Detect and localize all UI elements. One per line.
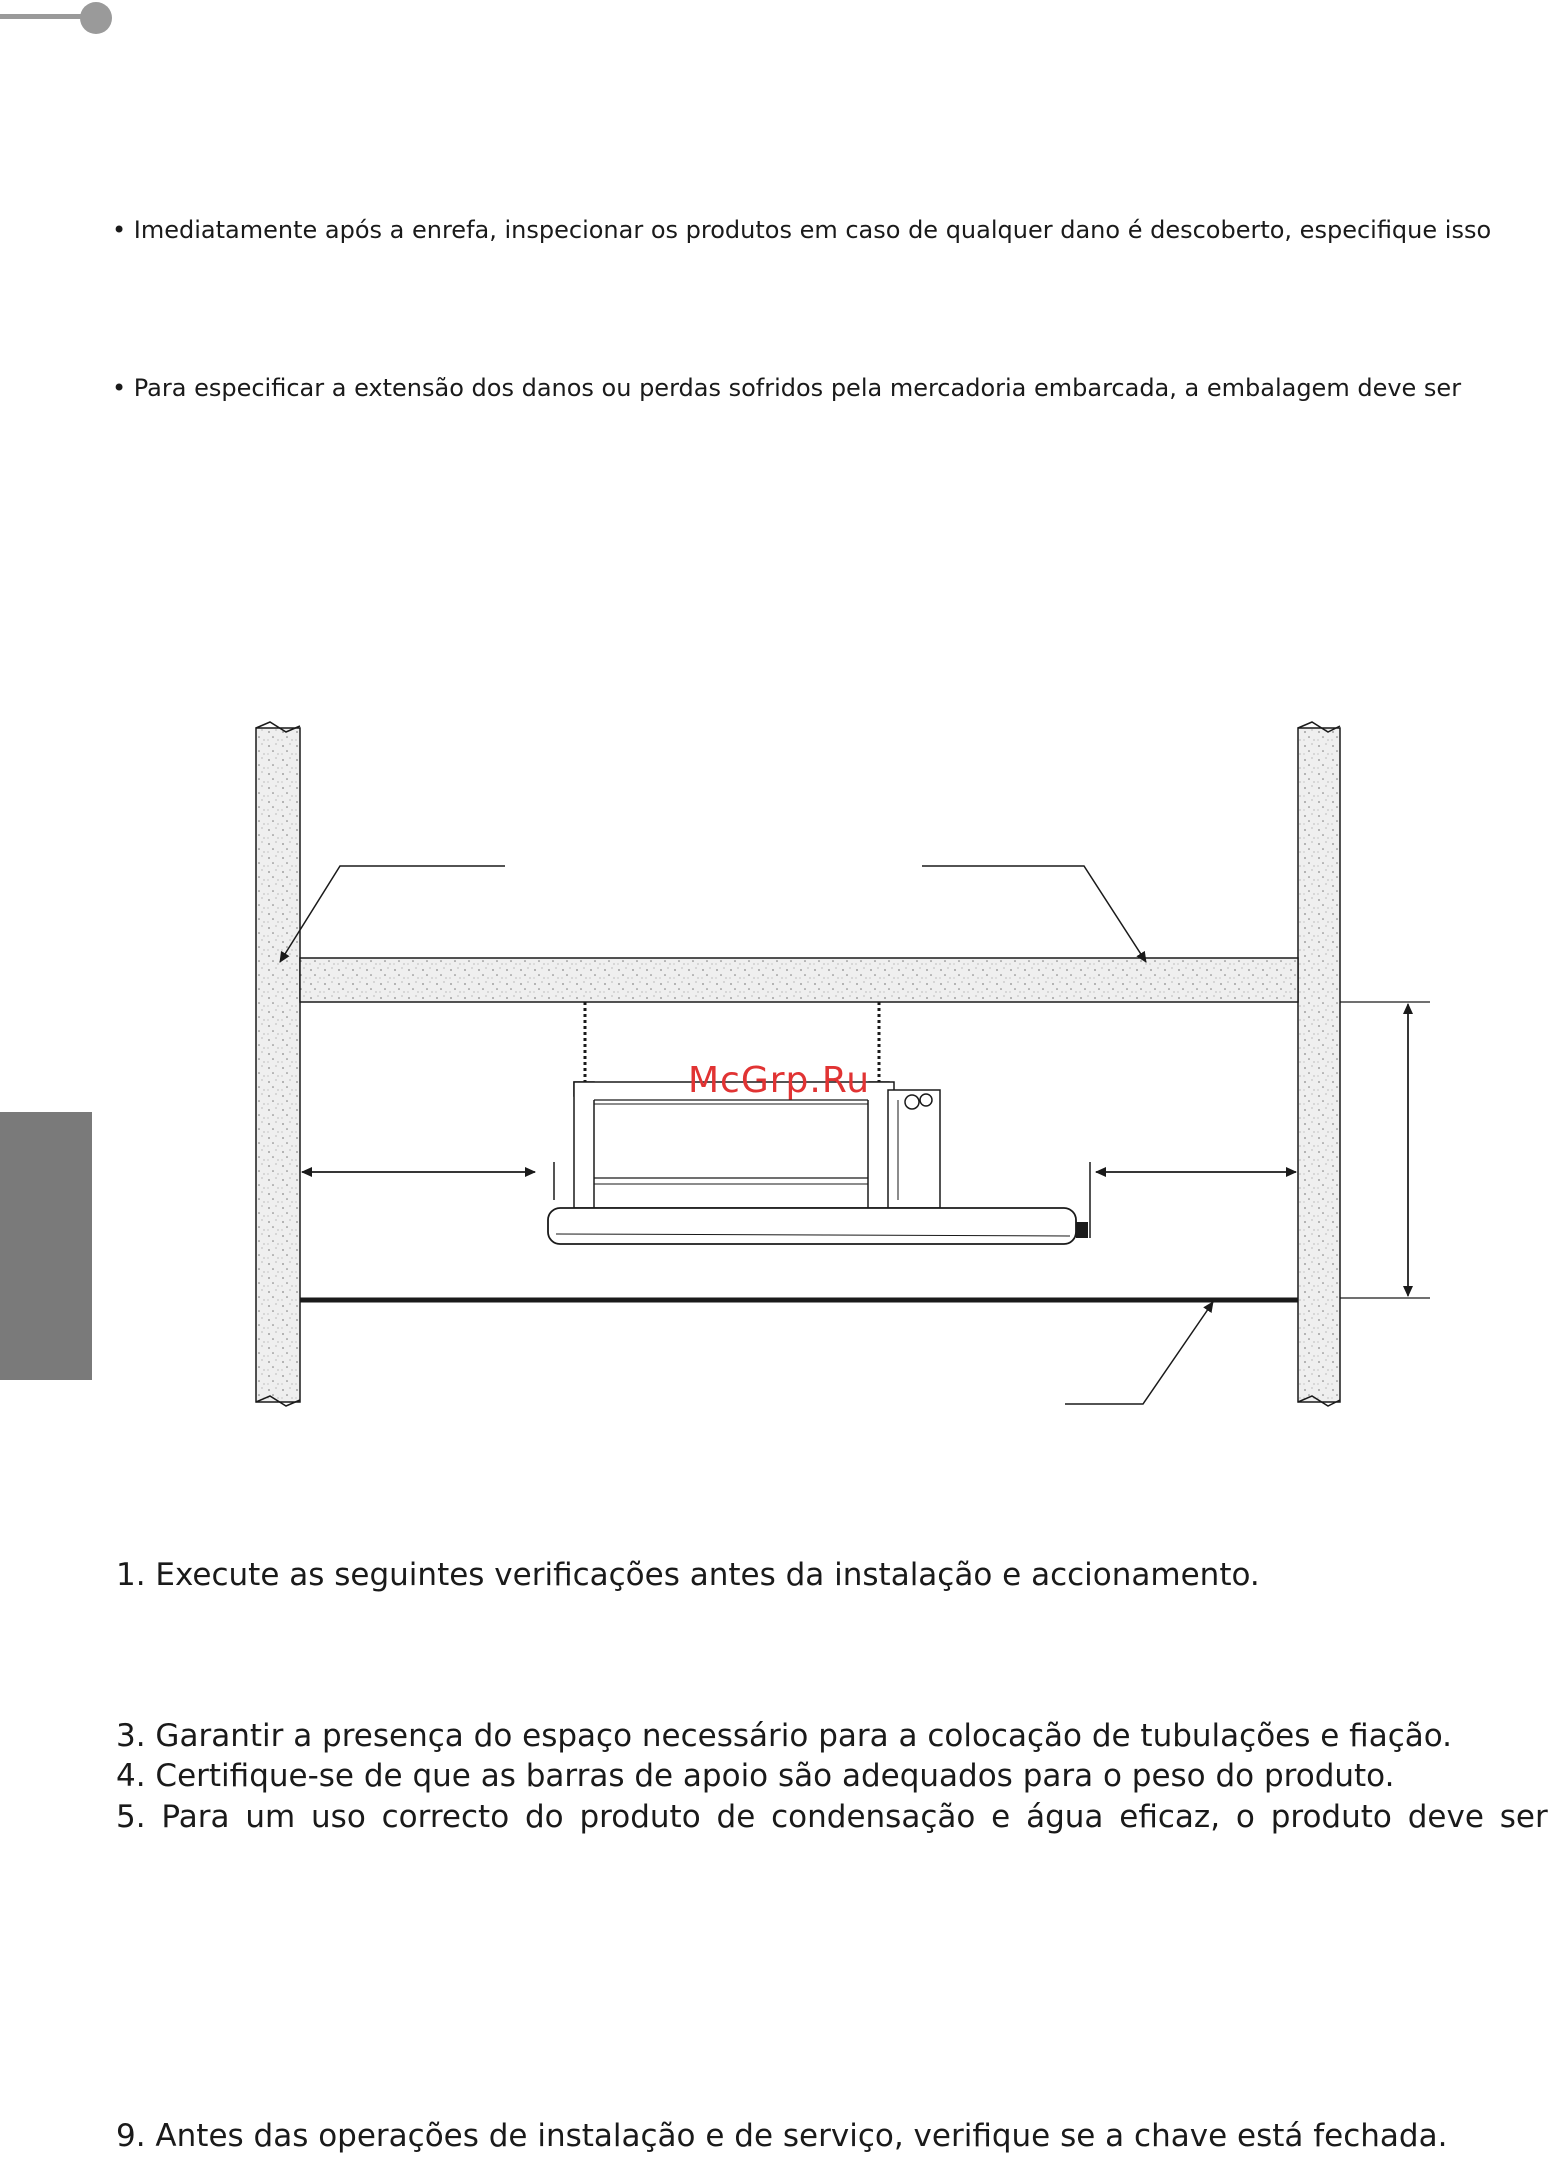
watermark-text: McGrp.Ru	[688, 1060, 871, 1101]
leader-left-slab	[280, 866, 505, 962]
step-4-text: 4. Certifique-se de que as barras de apoio são adequados para o peso do produto.	[116, 1758, 1395, 1794]
step-9-text: 9. Antes das operações de instalação e de serviço, verifique se a chave está fechada.	[116, 2118, 1448, 2154]
leader-false-ceiling	[1065, 1302, 1213, 1404]
bullet-paragraph-damage: • Para especificar a extensão dos danos ou perdas sofridos pela mercadoria embarcada, a embalagem deve ser	[112, 374, 1462, 402]
fan-coil-unit	[548, 1082, 1088, 1244]
bullet-paragraph-inspection: • Imediatamente após a enrefa, inspecionar os produtos em caso de qualquer dano é descoberto, especifique isso	[112, 216, 1492, 244]
left-wall	[256, 728, 300, 1402]
ceiling-slab	[300, 958, 1298, 1002]
step-5-text: 5. Para um uso correcto do produto de condensação e água eficaz, o produto deve ser	[116, 1799, 1548, 1835]
step-1-text: 1. Execute as seguintes verificações antes da instalação e accionamento.	[116, 1557, 1260, 1593]
leader-right-slab	[922, 866, 1146, 962]
right-wall	[1298, 728, 1340, 1402]
step-3-text: 3. Garantir a presença do espaço necessário para a colocação de tubulações e fiação.	[116, 1718, 1453, 1754]
